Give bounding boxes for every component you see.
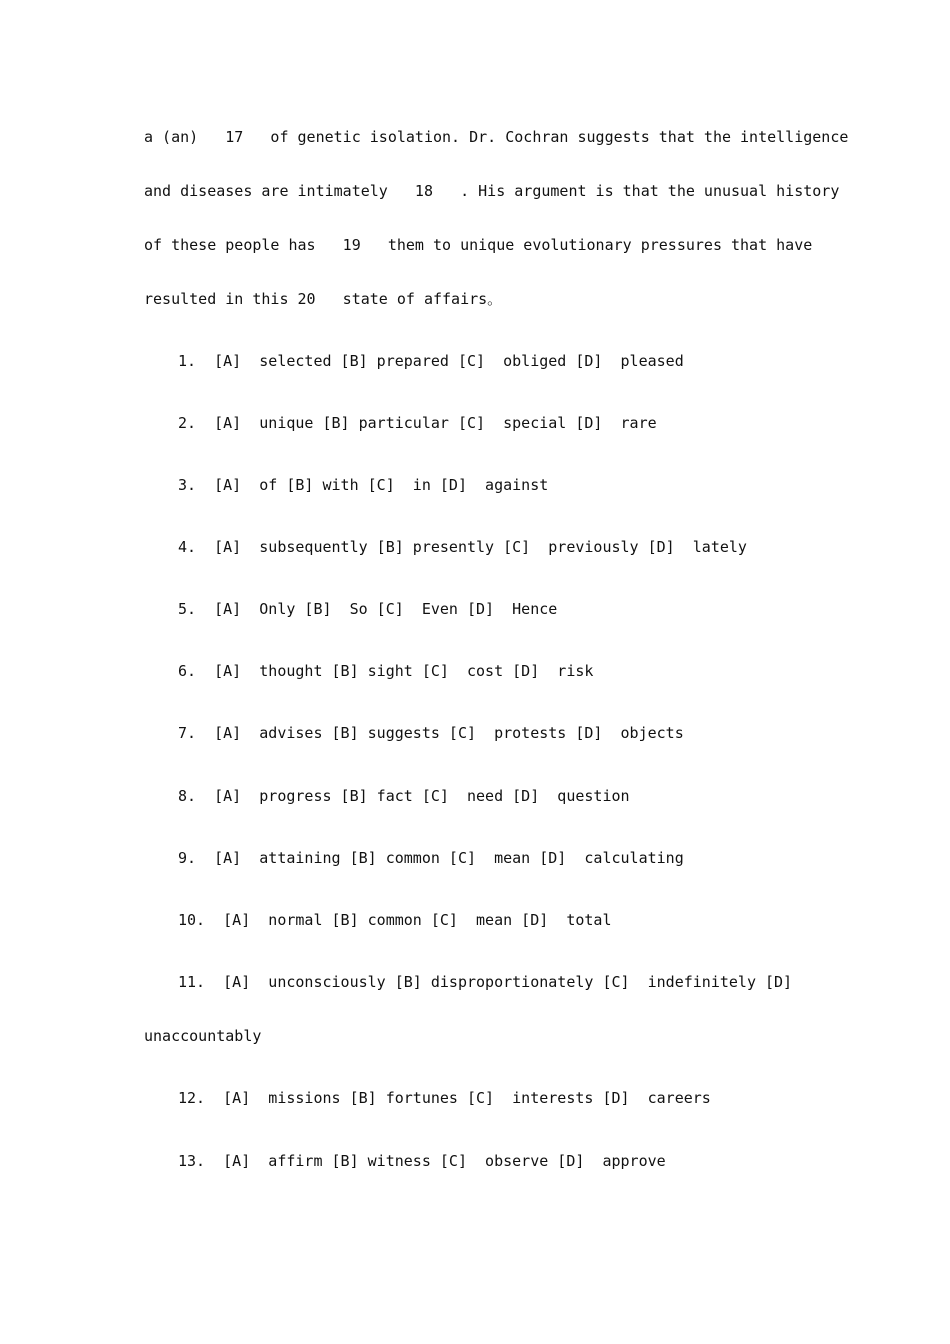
question-13: 13. [A] affirm [B] witness [C] observe [D] approve: [178, 1152, 666, 1170]
question-7: 7. [A] advises [B] suggests [C] protests [D] objects: [178, 724, 684, 742]
question-11-continuation: unaccountably: [144, 1027, 262, 1045]
question-9: 9. [A] attaining [B] common [C] mean [D] calculating: [178, 849, 684, 867]
question-5: 5. [A] Only [B] So [C] Even [D] Hence: [178, 600, 558, 618]
passage-line-4: resulted in this 20 state of affairs。: [144, 290, 503, 308]
question-3: 3. [A] of [B] with [C] in [D] against: [178, 476, 549, 494]
question-4: 4. [A] subsequently [B] presently [C] previously [D] lately: [178, 538, 747, 556]
question-12: 12. [A] missions [B] fortunes [C] interests [D] careers: [178, 1089, 711, 1107]
question-2: 2. [A] unique [B] particular [C] special [D] rare: [178, 414, 657, 432]
passage-line-3: of these people has 19 them to unique evolutionary pressures that have: [144, 236, 813, 254]
question-6: 6. [A] thought [B] sight [C] cost [D] risk: [178, 662, 594, 680]
passage-line-1: a (an) 17 of genetic isolation. Dr. Cochran suggests that the intelligence: [144, 128, 849, 146]
passage-line-2: and diseases are intimately 18 . His argument is that the unusual history: [144, 182, 840, 200]
question-11: 11. [A] unconsciously [B] disproportionately [C] indefinitely [D]: [178, 973, 793, 991]
question-8: 8. [A] progress [B] fact [C] need [D] question: [178, 787, 630, 805]
question-1: 1. [A] selected [B] prepared [C] obliged [D] pleased: [178, 352, 684, 370]
question-10: 10. [A] normal [B] common [C] mean [D] total: [178, 911, 612, 929]
